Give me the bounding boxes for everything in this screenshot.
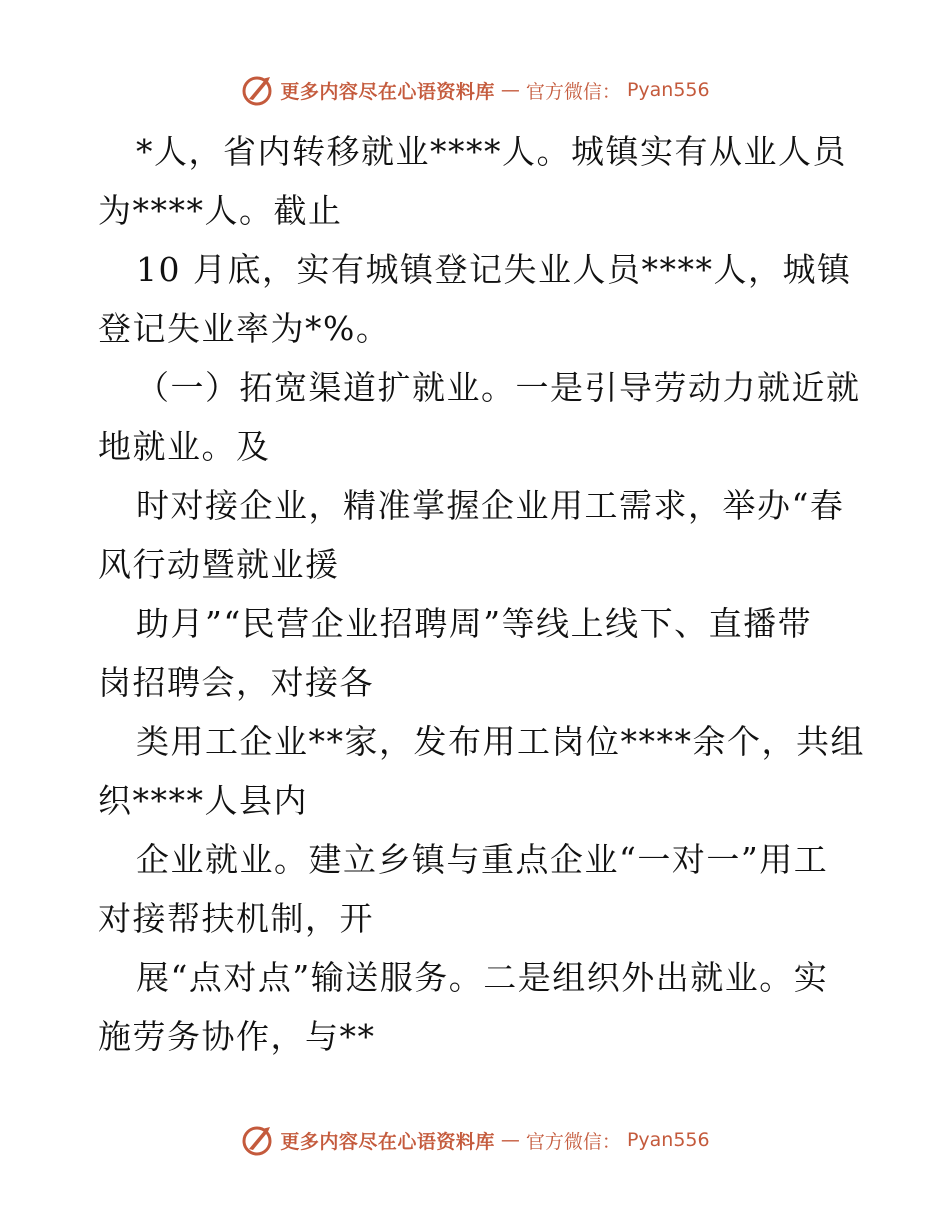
text-line: 地就业。及	[98, 427, 271, 466]
watermark-text: 更多内容尽在心语资料库	[280, 80, 495, 103]
watermark-wechat-id: Pyan556	[626, 79, 710, 101]
text-line: 岗招聘会，对接各	[98, 663, 374, 702]
text-line: 风行动暨就业援	[98, 545, 340, 584]
body-text	[98, 122, 865, 1066]
text-line: 助月”“民营企业招聘周”等线上线下、直播带	[136, 604, 813, 643]
text-line: 登记失业率为*%。	[98, 309, 391, 348]
quill-seal-icon	[240, 73, 274, 107]
watermark-separator: —	[500, 1129, 520, 1151]
text-line: *人，省内转移就业****人。城镇实有从业人员	[136, 132, 847, 171]
text-line: 类用工企业**家，发布用工岗位****余个，共组	[136, 722, 865, 761]
watermark-wechat-label: 官方微信：	[525, 80, 621, 103]
footer-watermark	[0, 1120, 950, 1160]
watermark-separator: —	[500, 79, 520, 101]
watermark-wechat-id: Pyan556	[626, 1129, 710, 1151]
watermark-text: 更多内容尽在心语资料库	[280, 1130, 495, 1153]
text-line: 织****人县内	[98, 781, 308, 820]
text-line: （一）拓宽渠道扩就业。一是引导劳动力就近就	[136, 368, 861, 407]
text-line: 企业就业。建立乡镇与重点企业“一对一”用工	[136, 840, 829, 879]
header-watermark	[0, 70, 950, 110]
quill-seal-icon	[240, 1123, 274, 1157]
text-line: 为****人。截止	[98, 191, 343, 230]
watermark-wechat-label: 官方微信：	[525, 1130, 621, 1153]
text-line: 10 月底，实有城镇登记失业人员****人，城镇	[136, 250, 852, 289]
text-line: 展“点对点”输送服务。二是组织外出就业。实	[136, 958, 829, 997]
text-line: 施劳务协作，与**	[98, 1017, 376, 1056]
text-line: 时对接企业，精准掌握企业用工需求，举办“春	[136, 486, 845, 525]
text-line: 对接帮扶机制，开	[98, 899, 374, 938]
